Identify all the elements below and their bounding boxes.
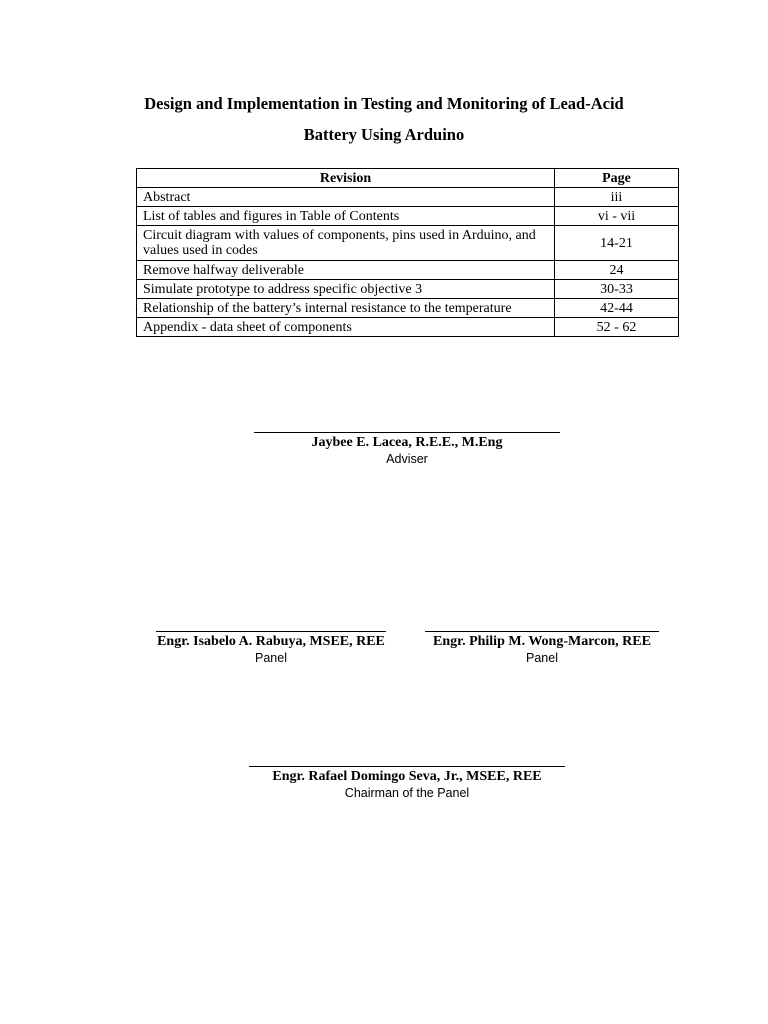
table-row [137,280,679,299]
revision-cell: Remove halfway deliverable [137,261,555,280]
signature-line [254,432,560,433]
table-row [137,207,679,226]
panel-2-signature-block [420,631,664,667]
chairman-role: Chairman of the Panel [344,786,470,800]
page-cell: 14-21 [555,226,679,261]
table-row [137,188,679,207]
page-cell: 42-44 [555,299,679,318]
table-row [137,299,679,318]
page-cell: vi - vii [555,207,679,226]
table-header-row [137,169,679,188]
chairman-signature-block [244,766,570,802]
panel-1-signature-block [146,631,396,667]
page-column-header: Page [555,169,679,188]
document-title-line-1: Design and Implementation in Testing and Monitoring of Lead-Acid [144,94,624,113]
panel-2-role: Panel [526,651,558,665]
revision-cell: Simulate prototype to address specific objective 3 [137,280,555,299]
revision-table [136,168,679,337]
document-title-line-2: Battery Using Arduino [303,125,465,144]
revision-cell: Appendix - data sheet of components [137,318,555,337]
revision-cell: Relationship of the battery’s internal resistance to the temperature [137,299,555,318]
table-row [137,318,679,337]
page-cell: 30-33 [555,280,679,299]
signature-line [425,631,659,632]
panel-1-name: Engr. Isabelo A. Rabuya, MSEE, REE [157,634,385,649]
adviser-name: Jaybee E. Lacea, R.E.E., M.Eng [311,435,503,450]
revision-cell: Abstract [137,188,555,207]
revision-column-header: Revision [137,169,555,188]
panel-1-role: Panel [255,651,287,665]
page-cell: 52 - 62 [555,318,679,337]
table-row [137,261,679,280]
revision-cell: Circuit diagram with values of components, pins used in Arduino, and values used in codes [137,226,555,261]
page-cell: 24 [555,261,679,280]
chairman-name: Engr. Rafael Domingo Seva, Jr., MSEE, REE [272,769,542,784]
table-row [137,226,679,261]
signature-line [156,631,386,632]
adviser-role: Adviser [386,452,428,466]
page-cell: iii [555,188,679,207]
revision-cell: List of tables and figures in Table of Contents [137,207,555,226]
adviser-signature-block [254,432,560,468]
panel-2-name: Engr. Philip M. Wong-Marcon, REE [433,634,651,649]
signature-line [249,766,565,767]
